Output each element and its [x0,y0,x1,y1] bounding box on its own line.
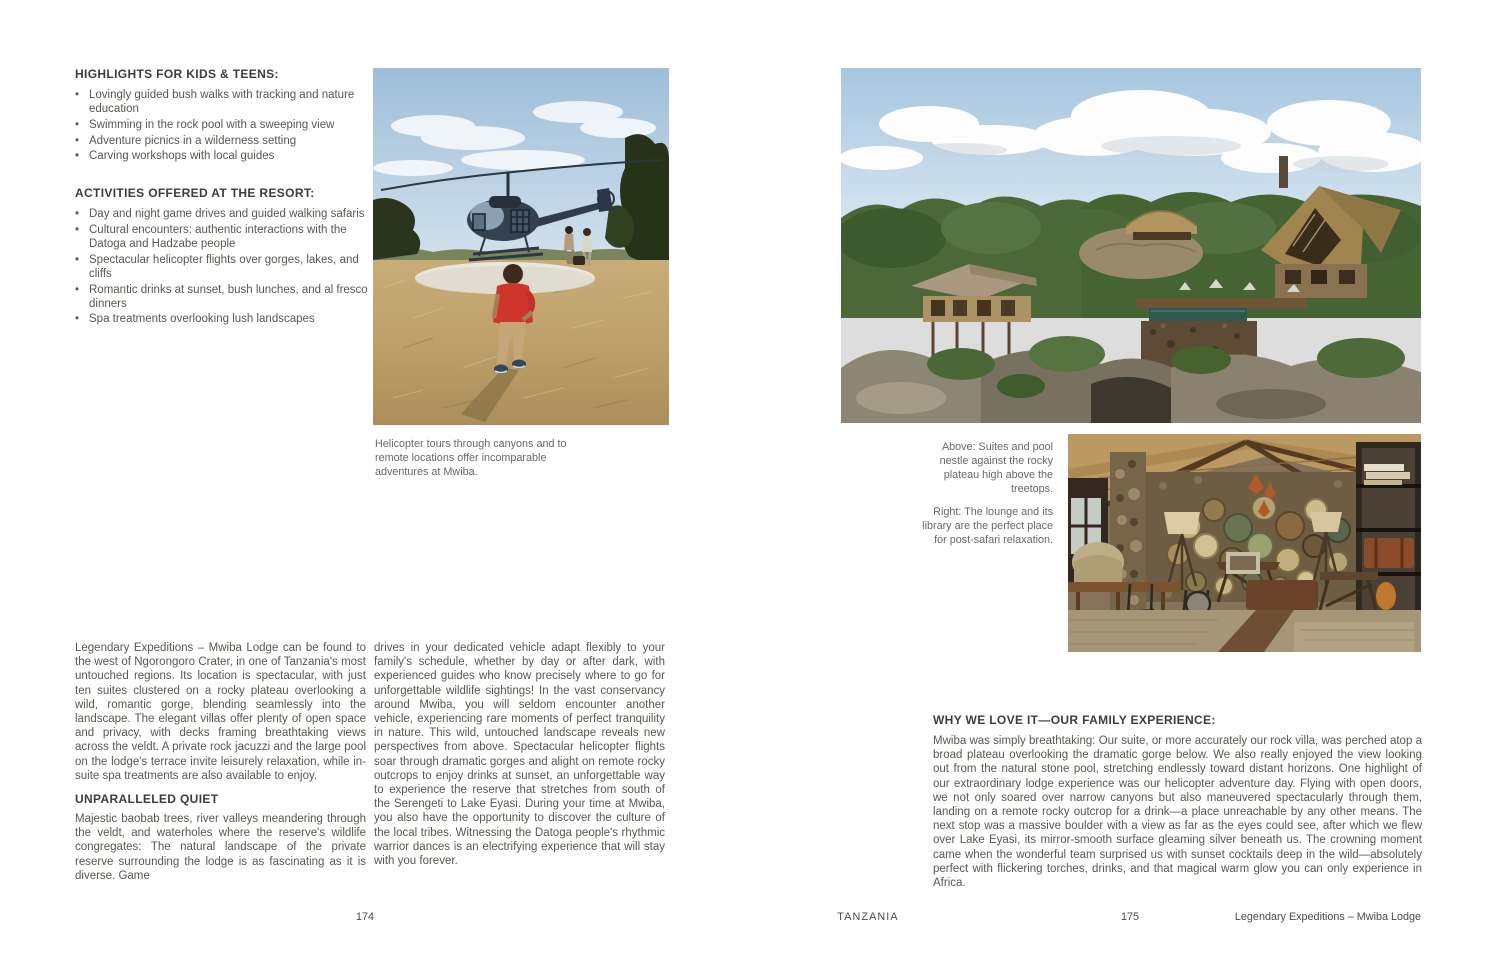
list-item-text: Spectacular helicopter flights over gorges, lakes, and cliffs [89,253,359,280]
section-label: TANZANIA [837,911,899,923]
quiet-paragraph-col1: Majestic baobab trees, river valleys meandering through the veldt, and waterholes where the reserve's wildlife congregates: The natural landscape of the private reserve surrounding the lodge is as fascinating as it is diverse. Game [75,813,366,882]
helicopter-photo-caption: Helicopter tours through canyons and to remote locations offer incomparable adventures at Mwiba. [375,438,567,478]
list-item [75,88,377,116]
bullet-marker: • [75,150,80,163]
family-experience-text: Mwiba was simply breathtaking: Our suite, or more accurately our rock villa, was perched atop a broad plateau overlooking the dramatic gorge below. We also really enjoyed the view looking out from the natural stone pool, stretching endlessly toward distant horizons. One highlight of our extraordinary lodge experience was our helicopter adventure day. Flying with open doors, we not only soared over narrow canyons but also maneuvered spectacularly through them, landing on a remote rocky outcrop for a drink—a place unreachable by any other means. The next stop was a massive boulder with a view as far as the eyes could see, after which we flew over Lake Eyasi, its mirror-smooth surface gleaming silver beneath us. The crowning moment came when the wonderful team surprised us with sunset cocktails deep in the wild—absolutely perfect with flickering torches, drinks, and that magical warm glow you can only experience in Africa. [933,735,1422,890]
list-item [75,223,383,251]
page-number-right: 175 [1120,911,1139,923]
list-item-text: Day and night game drives and guided walking safaris [89,208,365,220]
running-head: Legendary Expeditions – Mwiba Lodge [1234,911,1421,923]
list-item-text: Lovingly guided bush walks with tracking and nature education [89,89,355,116]
highlights-section [75,67,377,165]
lounge-interior-illustration [1068,434,1421,652]
bullet-marker: • [75,223,80,236]
bullet-marker: • [75,283,80,296]
activities-heading: ACTIVITIES OFFERED AT THE RESORT: [75,186,315,200]
list-item [75,207,383,221]
right-page-captions [918,440,1053,547]
quiet-paragraph-col2: drives in your dedicated vehicle adapt flexibly to your family's schedule, whether by day or after dark, with experienced guides who know precisely where to go for unforgettable wildlife sightings! In the vast conservancy around Mwiba, you will seldom encounter another vehicle, experiencing rare moments of perfect tranquility in nature. This wild, untouched landscape reveals new perspectives from above. Spectacular helicopter flights soar through dramatic gorges and alight on remote rocky outcrops to enjoy drinks at sunset, an unforgettable way to experience the reserve that stretches from south of the Serengeti to Lake Eyasi. During your time at Mwiba, you also have the opportunity to discover the culture of the local tribes. Witnessing the Datoga people's rhythmic warrior dances is an electrifying experience that will stay with you forever. [374,642,665,868]
family-experience-heading: WHY WE LOVE IT—OUR FAMILY EXPERIENCE: [933,713,1216,727]
list-item [75,134,377,148]
photo-lodge-panorama [841,68,1421,423]
body-column-2 [374,641,665,868]
body-column-1 [75,641,366,883]
activities-section [75,186,383,328]
floor [1068,610,1421,652]
list-item [75,118,377,132]
family-experience-section [933,713,1422,890]
bullet-marker: • [75,313,80,326]
bullet-marker: • [75,134,80,147]
page-number-left: 174 [355,911,374,923]
quiet-heading: UNPARALLELED QUIET [75,792,219,807]
highlights-list [75,88,377,164]
bullet-marker: • [75,89,80,101]
highlights-heading: HIGHLIGHTS FOR KIDS & TEENS: [75,67,279,81]
vase [1376,582,1396,610]
caption-right: Right: The lounge and its library are the perfect place for post-safari relaxation. [922,506,1053,546]
list-item-text: Cultural encounters: authentic interactions with the Datoga and Hadzabe people [89,223,347,250]
leather-trunk [1364,538,1414,568]
list-item [75,312,383,326]
left-villa [911,264,1037,364]
intro-paragraph: Legendary Expeditions – Mwiba Lodge can be found to the west of Ngorongoro Crater, in one of Tanzania's most untouched regions. Its location is spectacular, with just ten suites clustered on a rocky plateau overlooking a wild, romantic gorge, blending seamlessly into the landscape. The elegant villas offer plenty of open space and privacy, with decks framing breathtaking views across the veldt. A private rock jacuzzi and the large pool on the lodge's terrace invite leisurely relaxation, while in-suite spa treatments are also available to enjoy. [75,642,366,782]
lodge-panorama-illustration [841,68,1421,423]
photo-helicopter-field [373,68,669,425]
list-item-text: Adventure picnics in a wilderness setting [89,134,297,147]
list-item-text: Spa treatments overlooking lush landscapes [89,313,315,326]
helicopter-field-illustration [373,68,669,425]
list-item-text: Romantic drinks at sunset, bush lunches, and al fresco dinners [89,283,368,310]
photo-lounge-interior [1068,434,1421,652]
activities-list [75,207,383,327]
list-item [75,283,383,311]
foreground-rocks [841,336,1421,423]
bullet-marker: • [75,118,80,131]
list-item [75,253,383,281]
bullet-marker: • [75,253,80,266]
list-item-text: Carving workshops with local guides [89,150,275,163]
caption-above: Above: Suites and pool nestle against the rocky plateau high above the treetops. [939,441,1053,495]
list-item [75,149,377,163]
bullet-marker: • [75,208,80,220]
list-item-text: Swimming in the rock pool with a sweeping view [89,118,335,131]
